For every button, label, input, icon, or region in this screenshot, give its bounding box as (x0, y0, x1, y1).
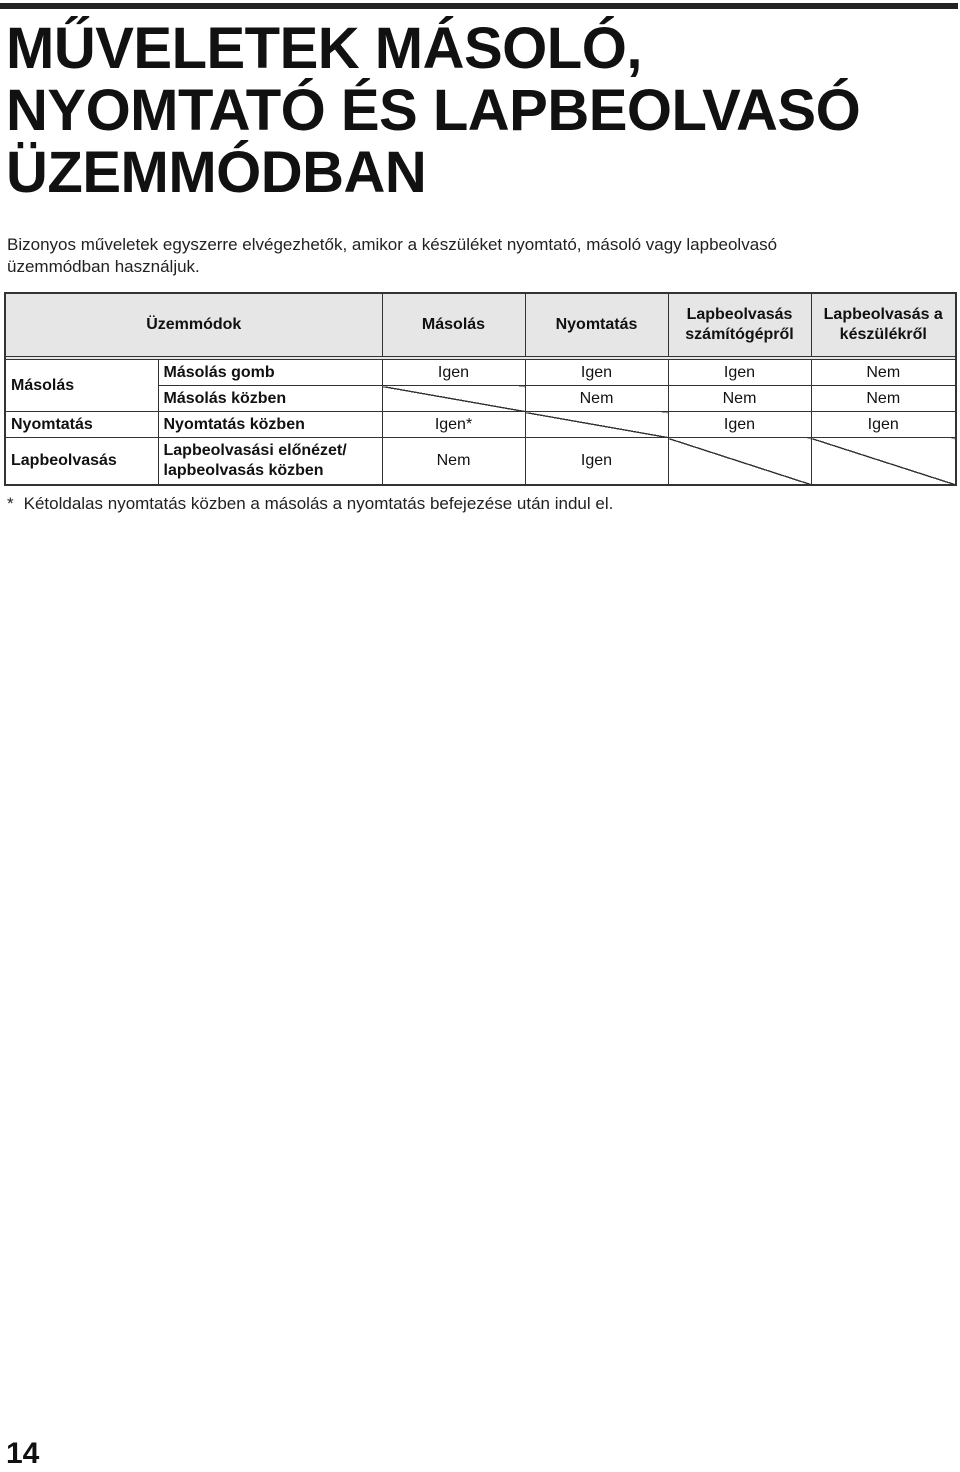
row-sub-label-line-2: lapbeolvasás közben (163, 462, 324, 479)
intro-line-1: Bizonyos műveletek egyszerre elvégezhetők, amikor a készüléket nyomtató, másoló vagy lapbeolvasó (7, 235, 778, 254)
header-print: Nyomtatás (525, 293, 668, 357)
cell-scan-pc: Igen (668, 412, 811, 438)
header-scan-pc-line-1: Lapbeolvasás (686, 306, 793, 323)
table-row (5, 412, 956, 438)
cell-print-not-applicable (525, 412, 668, 438)
header-scan-device-line-2: készülékről (839, 326, 927, 343)
cell-copy: Igen (382, 360, 525, 386)
footnote-text: Kétoldalas nyomtatás közben a másolás a nyomtatás befejezése után indul el. (23, 494, 614, 513)
cell-scan-device: Nem (811, 360, 956, 386)
row-sub-label (158, 438, 382, 486)
top-rule (0, 3, 958, 9)
row-sub-label: Másolás közben (158, 386, 382, 412)
page-title (6, 18, 860, 204)
table-row (5, 360, 956, 386)
cell-print: Igen (525, 438, 668, 486)
title-line-3: ÜZEMMÓDBAN (6, 140, 427, 205)
row-sub-label: Nyomtatás közben (158, 412, 382, 438)
cell-scan-pc: Igen (668, 360, 811, 386)
cell-scan-device: Igen (811, 412, 956, 438)
intro-line-2: üzemmódban használjuk. (7, 257, 200, 276)
title-line-1: MŰVELETEK MÁSOLÓ, (6, 16, 642, 81)
page-number: 14 (6, 1437, 40, 1470)
header-scan-pc-line-2: számítógépről (685, 326, 794, 343)
cell-scan-pc-not-applicable (668, 438, 811, 486)
footnote-mark: * (7, 494, 14, 513)
table-header-row (5, 293, 956, 357)
cell-scan-pc: Nem (668, 386, 811, 412)
header-copy: Másolás (382, 293, 525, 357)
cell-print: Nem (525, 386, 668, 412)
header-scan-pc (668, 293, 811, 357)
header-modes: Üzemmódok (5, 293, 382, 357)
cell-copy: Igen* (382, 412, 525, 438)
modes-table (4, 292, 957, 486)
row-sub-label-line-1: Lapbeolvasási előnézet/ (163, 442, 347, 459)
intro-paragraph (7, 234, 907, 278)
cell-scan-device: Nem (811, 386, 956, 412)
header-scan-device (811, 293, 956, 357)
cell-copy: Nem (382, 438, 525, 486)
row-group-scan: Lapbeolvasás (5, 438, 158, 486)
cell-print: Igen (525, 360, 668, 386)
title-line-2: NYOMTATÓ ÉS LAPBEOLVASÓ (6, 78, 861, 143)
header-scan-device-line-1: Lapbeolvasás a (823, 306, 943, 323)
row-sub-label: Másolás gomb (158, 360, 382, 386)
footnote (7, 493, 613, 515)
cell-scan-device-not-applicable (811, 438, 956, 486)
cell-copy-not-applicable (382, 386, 525, 412)
table-row (5, 438, 956, 486)
row-group-copy: Másolás (5, 360, 158, 412)
row-group-print: Nyomtatás (5, 412, 158, 438)
